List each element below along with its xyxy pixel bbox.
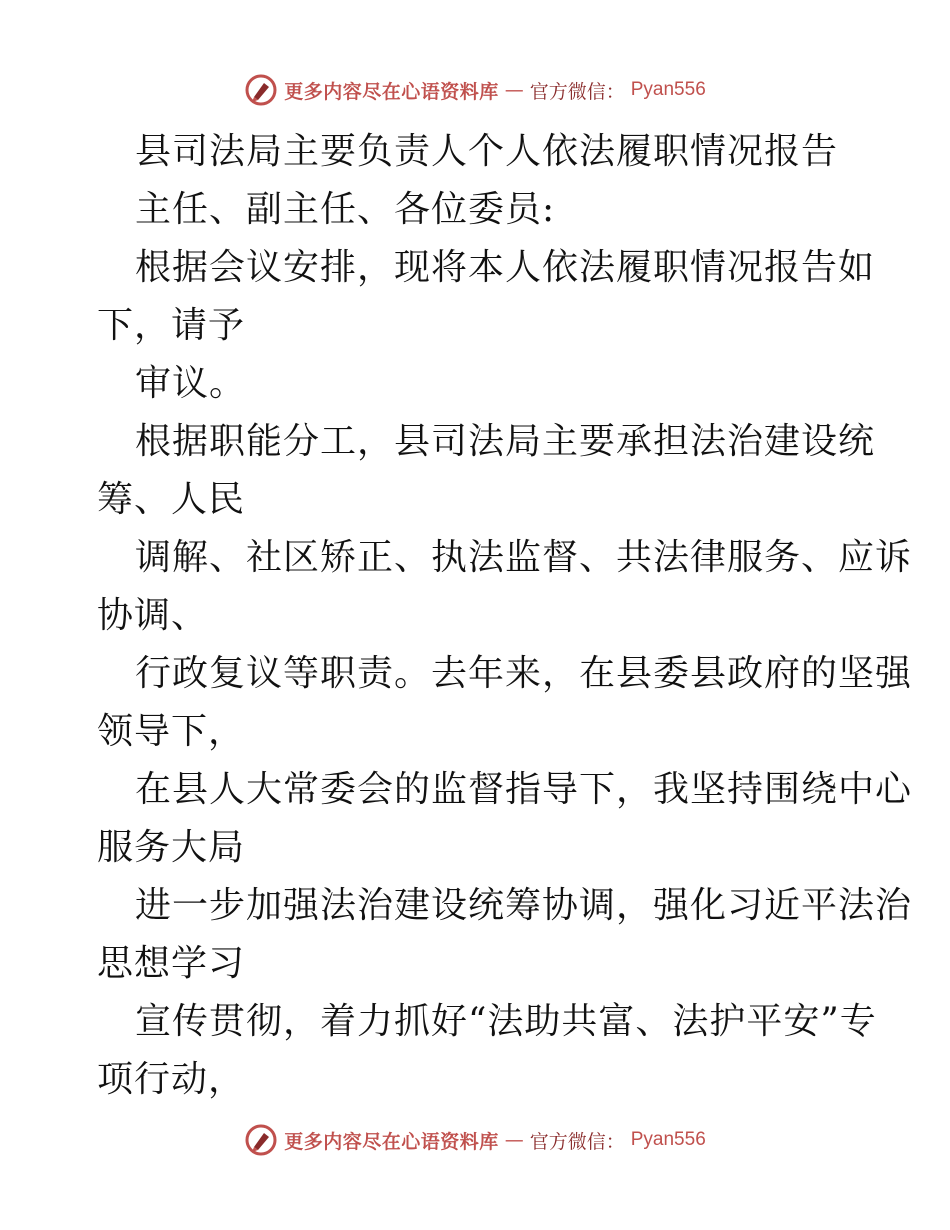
header-watermark <box>0 70 950 110</box>
text-line: 县司法局主要负责人个人依法履职情况报告 <box>135 131 839 172</box>
watermark-sub-text: 官方微信： <box>529 1130 625 1153</box>
text-line: 调解、社区矫正、执法监督、共法律服务、应诉 <box>135 537 913 578</box>
pen-logo-icon <box>244 73 278 107</box>
watermark-id: Pyan556 <box>630 79 706 100</box>
watermark-dash: — <box>504 79 524 101</box>
text-line: 在县人大常委会的监督指导下，我坚持围绕中心 <box>135 769 913 810</box>
text-line: 主任、副主任、各位委员: <box>135 189 556 230</box>
footer-watermark <box>0 1120 950 1160</box>
text-line: 服务大局 <box>97 827 246 868</box>
text-line: 行政复议等职责。去年来，在县委县政府的坚强 <box>135 653 913 694</box>
pen-logo-icon <box>244 1123 278 1157</box>
watermark-main-text: 更多内容尽在心语资料库 <box>284 1130 499 1153</box>
text-line: 协调、 <box>97 595 209 636</box>
document-body <box>97 123 913 1109</box>
text-line: 筹、人民 <box>97 479 246 520</box>
text-line: 领导下， <box>97 711 246 752</box>
text-line: 项行动， <box>97 1059 246 1100</box>
text-line: 根据会议安排，现将本人依法履职情况报告如 <box>135 247 876 288</box>
text-line: 审议。 <box>135 363 247 404</box>
watermark-main-text: 更多内容尽在心语资料库 <box>284 80 499 103</box>
watermark-dash: — <box>504 1129 524 1151</box>
text-line: 进一步加强法治建设统筹协调，强化习近平法治 <box>135 885 913 926</box>
watermark-id: Pyan556 <box>630 1129 706 1150</box>
text-line: 下，请予 <box>97 305 246 346</box>
watermark-sub-text: 官方微信： <box>529 80 625 103</box>
text-line: 根据职能分工，县司法局主要承担法治建设统 <box>135 421 876 462</box>
text-line: 宣传贯彻，着力抓好“法助共富、法护平安”专 <box>135 1001 877 1042</box>
text-line: 思想学习 <box>97 943 246 984</box>
